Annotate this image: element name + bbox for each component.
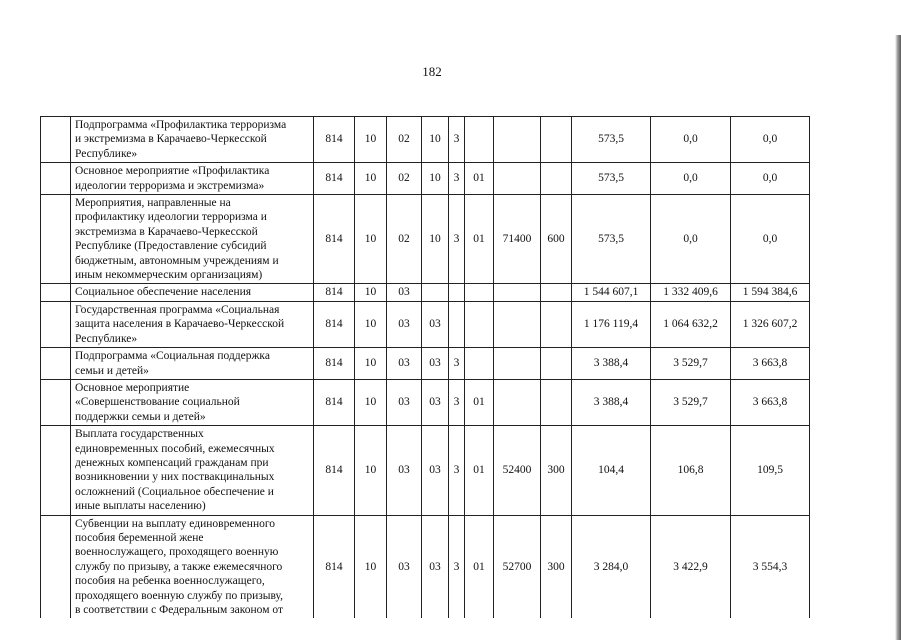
amount-year1-cell: 1 544 607,1 xyxy=(572,284,651,301)
amount-year3-cell: 1 594 384,6 xyxy=(731,284,810,301)
amount-year1-cell: 573,5 xyxy=(572,195,651,284)
activity-code-cell: 01 xyxy=(465,515,494,618)
amount-year2-cell: 1 332 409,6 xyxy=(651,284,731,301)
expense-type-code-cell xyxy=(541,348,572,380)
section-code-cell: 10 xyxy=(355,163,387,195)
amount-year1-cell: 573,5 xyxy=(572,163,651,195)
ved-code-cell: 814 xyxy=(314,195,355,284)
amount-year1-cell: 3 388,4 xyxy=(572,348,651,380)
amount-year2-cell: 0,0 xyxy=(651,163,731,195)
ved-code-cell: 814 xyxy=(314,117,355,163)
row-lead-cell xyxy=(41,117,71,163)
subsection-code-cell: 03 xyxy=(387,379,422,425)
amount-year3-cell: 0,0 xyxy=(731,117,810,163)
subprogram-code-cell: 3 xyxy=(449,195,465,284)
activity-code-cell xyxy=(465,117,494,163)
ved-code-cell: 814 xyxy=(314,379,355,425)
expense-type-code-cell xyxy=(541,284,572,301)
row-name-cell: Субвенции на выплату единовременного пособия беременной жене военнослужащего, проходящего военную службу по призыву, а также ежемесячного пособия на ребенка военнослужащего, проходящего военную службу по призыву, в соответствии с Федеральным законом от xyxy=(71,515,314,618)
subsection-code-cell: 02 xyxy=(387,117,422,163)
program-code-cell: 10 xyxy=(422,163,449,195)
amount-year3-cell: 0,0 xyxy=(731,195,810,284)
program-code-cell: 10 xyxy=(422,195,449,284)
amount-year1-cell: 3 388,4 xyxy=(572,379,651,425)
direction-code-cell xyxy=(494,379,541,425)
amount-year2-cell: 0,0 xyxy=(651,117,731,163)
subprogram-code-cell: 3 xyxy=(449,348,465,380)
amount-year3-cell: 1 326 607,2 xyxy=(731,301,810,347)
section-code-cell: 10 xyxy=(355,515,387,618)
amount-year2-cell: 106,8 xyxy=(651,426,731,515)
direction-code-cell: 52400 xyxy=(494,426,541,515)
amount-year3-cell: 3 663,8 xyxy=(731,379,810,425)
subprogram-code-cell: 3 xyxy=(449,426,465,515)
row-lead-cell xyxy=(41,301,71,347)
direction-code-cell xyxy=(494,348,541,380)
program-code-cell: 03 xyxy=(422,301,449,347)
subprogram-code-cell xyxy=(449,301,465,347)
subsection-code-cell: 03 xyxy=(387,284,422,301)
row-name-cell: Основное мероприятие «Профилактика идеологии терроризма и экстремизма» xyxy=(71,163,314,195)
direction-code-cell xyxy=(494,117,541,163)
table-row xyxy=(41,163,810,195)
amount-year2-cell: 0,0 xyxy=(651,195,731,284)
table-row xyxy=(41,301,810,347)
subsection-code-cell: 03 xyxy=(387,426,422,515)
row-lead-cell xyxy=(41,515,71,618)
subprogram-code-cell: 3 xyxy=(449,163,465,195)
amount-year2-cell: 3 529,7 xyxy=(651,379,731,425)
program-code-cell: 03 xyxy=(422,348,449,380)
subsection-code-cell: 02 xyxy=(387,195,422,284)
amount-year2-cell: 3 529,7 xyxy=(651,348,731,380)
expense-type-code-cell xyxy=(541,379,572,425)
direction-code-cell xyxy=(494,301,541,347)
amount-year2-cell: 1 064 632,2 xyxy=(651,301,731,347)
row-lead-cell xyxy=(41,163,71,195)
subprogram-code-cell: 3 xyxy=(449,379,465,425)
program-code-cell: 03 xyxy=(422,426,449,515)
direction-code-cell xyxy=(494,284,541,301)
row-lead-cell xyxy=(41,284,71,301)
row-lead-cell xyxy=(41,426,71,515)
page-number: 182 xyxy=(422,64,442,79)
activity-code-cell: 01 xyxy=(465,163,494,195)
section-code-cell: 10 xyxy=(355,284,387,301)
table-row xyxy=(41,348,810,380)
row-name-cell: Основное мероприятие «Совершенствование социальной поддержки семьи и детей» xyxy=(71,379,314,425)
amount-year3-cell: 109,5 xyxy=(731,426,810,515)
binder-edge xyxy=(895,35,901,640)
table-row xyxy=(41,195,810,284)
program-code-cell: 03 xyxy=(422,379,449,425)
ved-code-cell: 814 xyxy=(314,515,355,618)
direction-code-cell xyxy=(494,163,541,195)
amount-year1-cell: 573,5 xyxy=(572,117,651,163)
activity-code-cell xyxy=(465,348,494,380)
activity-code-cell xyxy=(465,284,494,301)
row-name-cell: Выплата государственных единовременных пособий, ежемесячных денежных компенсаций гражданам при возникновении у них поствакцинальных осложнений (Социальное обеспечение и иные выплаты населению) xyxy=(71,426,314,515)
subsection-code-cell: 02 xyxy=(387,163,422,195)
table-row xyxy=(41,426,810,515)
amount-year1-cell: 1 176 119,4 xyxy=(572,301,651,347)
activity-code-cell xyxy=(465,301,494,347)
ved-code-cell: 814 xyxy=(314,426,355,515)
budget-table xyxy=(40,116,810,618)
amount-year1-cell: 3 284,0 xyxy=(572,515,651,618)
expense-type-code-cell: 300 xyxy=(541,515,572,618)
section-code-cell: 10 xyxy=(355,426,387,515)
amount-year3-cell: 3 554,3 xyxy=(731,515,810,618)
activity-code-cell: 01 xyxy=(465,379,494,425)
row-name-cell: Государственная программа «Социальная защита населения в Карачаево-Черкесской Республике» xyxy=(71,301,314,347)
expense-type-code-cell xyxy=(541,301,572,347)
ved-code-cell: 814 xyxy=(314,163,355,195)
ved-code-cell: 814 xyxy=(314,284,355,301)
program-code-cell xyxy=(422,284,449,301)
row-name-cell: Подпрограмма «Профилактика терроризма и экстремизма в Карачаево-Черкесской Республике» xyxy=(71,117,314,163)
row-name-cell: Мероприятия, направленные на профилактику идеологии терроризма и экстремизма в Карачаево-Черкесской Республике (Предоставление субсидий бюджетным, автономным учреждениям и иным некоммерческим организациям) xyxy=(71,195,314,284)
row-lead-cell xyxy=(41,195,71,284)
activity-code-cell: 01 xyxy=(465,426,494,515)
program-code-cell: 10 xyxy=(422,117,449,163)
program-code-cell: 03 xyxy=(422,515,449,618)
row-name-cell: Подпрограмма «Социальная поддержка семьи и детей» xyxy=(71,348,314,380)
subsection-code-cell: 03 xyxy=(387,348,422,380)
table-row xyxy=(41,515,810,618)
section-code-cell: 10 xyxy=(355,301,387,347)
expense-type-code-cell xyxy=(541,163,572,195)
ved-code-cell: 814 xyxy=(314,301,355,347)
table-row xyxy=(41,379,810,425)
direction-code-cell: 52700 xyxy=(494,515,541,618)
amount-year1-cell: 104,4 xyxy=(572,426,651,515)
expense-type-code-cell: 300 xyxy=(541,426,572,515)
section-code-cell: 10 xyxy=(355,348,387,380)
amount-year3-cell: 0,0 xyxy=(731,163,810,195)
table-row xyxy=(41,284,810,301)
row-lead-cell xyxy=(41,348,71,380)
subprogram-code-cell: 3 xyxy=(449,515,465,618)
subprogram-code-cell xyxy=(449,284,465,301)
section-code-cell: 10 xyxy=(355,117,387,163)
expense-type-code-cell xyxy=(541,117,572,163)
ved-code-cell: 814 xyxy=(314,348,355,380)
expense-type-code-cell: 600 xyxy=(541,195,572,284)
direction-code-cell: 71400 xyxy=(494,195,541,284)
row-lead-cell xyxy=(41,379,71,425)
table-row xyxy=(41,117,810,163)
section-code-cell: 10 xyxy=(355,195,387,284)
amount-year2-cell: 3 422,9 xyxy=(651,515,731,618)
subsection-code-cell: 03 xyxy=(387,515,422,618)
subsection-code-cell: 03 xyxy=(387,301,422,347)
amount-year3-cell: 3 663,8 xyxy=(731,348,810,380)
subprogram-code-cell: 3 xyxy=(449,117,465,163)
activity-code-cell: 01 xyxy=(465,195,494,284)
row-name-cell: Социальное обеспечение населения xyxy=(71,284,314,301)
section-code-cell: 10 xyxy=(355,379,387,425)
